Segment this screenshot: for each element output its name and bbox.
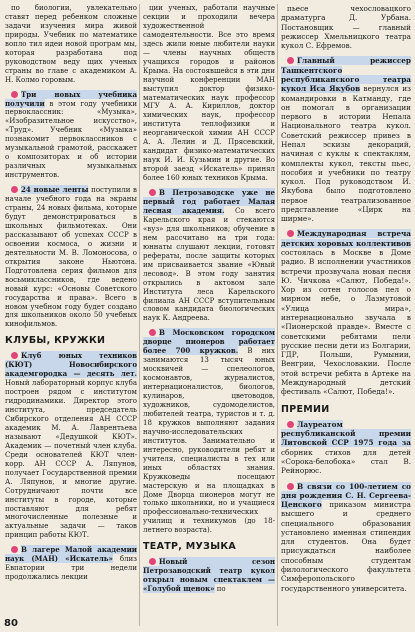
news-body: Новый лабораторный корпус клуба построен рядом с институтом гидродинамики. Директор этого института, председатель Сибирского отделения АН СССР академик М. А. Лаврентьева называют «Дедушкой КЮТ». Академик — почетный член клуба. Среди основателей КЮТ член-корр. АН СССР А. Ляпунов, получает Государственной премии А. Ляпунов, и многие другие. Сотрудничают почти все институты в городе, которые поставляют для ребят многочисленные полезные и актуальные задачи — таков принцип работы КЮТ. <box>5 379 137 540</box>
news-item <box>143 189 275 323</box>
section-heading: КЛУБЫ, КРУЖКИ <box>5 335 106 347</box>
bullet-icon <box>287 483 294 490</box>
news-item <box>281 229 411 396</box>
bullet-icon <box>287 421 294 428</box>
page-number: 80 <box>4 618 18 629</box>
bullet-icon <box>11 186 18 193</box>
news-body: вернулся из командировки в Катманду, где он помогал в организации первого в истории Непала Национального театра кукол. Советский режиссер привез в Непал эскизы декораций, начиная с куклы к спектаклям, комплекты кукол, тексты пьес, пособия и учебники по театру кукол. Под руководством И. Якубова было подготовлено первое театрализованное представление «Цирк на ширме». <box>281 84 411 224</box>
news-lead: Три новых учебника получили <box>5 89 137 108</box>
column-2 <box>143 4 275 594</box>
section-heading: ТЕАТР, МУЗЫКА <box>143 541 237 553</box>
news-body: Со всего Карельского края и стекаются «вуз» для школьников; обучение в нем рассчитано на три года: юннаты слушают лекции, готовят рефераты, после защиты которых им присваивается звание «Юный лесовод». В этом году занятия открылись в актовом зале Института леса Карельского филиала АН СССР вступительным словом кандидата биологических наук К. Андреева. <box>143 206 275 323</box>
news-item <box>5 546 137 582</box>
bullet-icon <box>11 352 18 359</box>
news-lead: Новый сезон Петрозаводский театр кукол открыл новым спектаклем — «Голубой щенок» <box>143 557 275 594</box>
news-body: сборник стихов для детей «Сорока-белобока» стал В. Рейнорюс. <box>281 447 411 476</box>
intro-paragraph: по биологии, увлекательно ставят перед ребенком сложные задачи изучения мира живой природы. Учебник по математике вопло тил идеи новой програм мы, которая разработана под руководством веду щих ученых страны во главе с академиком А. Н. Колмо горовым. <box>5 4 137 84</box>
news-lead: Лауреатом республиканской премии Литовской ССР 1975 года за <box>281 419 411 448</box>
bullet-icon <box>149 558 156 565</box>
column-3 <box>281 4 411 593</box>
news-lead: В Петрозаводске уже не первый год работает Малая лесная академия. <box>143 188 275 215</box>
news-item <box>281 56 411 223</box>
news-lead: Клуб юных техников (КЮТ) Новосибирского академгородка — десять лет. <box>5 351 137 379</box>
column-rule <box>139 4 140 626</box>
bullet-icon <box>149 189 156 196</box>
column-1 <box>5 4 137 582</box>
news-body: В них занимаются 13 тысяч юных москвичей — спелеологов, космонавтов, журналистов, интернационалистов, биологов, кулинаров, цветоводов, художников, судомоделистов, любителей театра, туристов и т. д. 18 кружков выполняют задания научно-исследовательских институтов. Занимательно и интересно, руководители ребят и учителя, специалисты в тех или иных областях знания. Кружковеды посещают мастерскую и на площадках в Доме Дворца пионеров могут не только школьники, но и учащиеся профессионально-технических училищ и техникумов (до 18-летнего возраста). <box>143 347 275 535</box>
news-item <box>5 186 137 329</box>
bullet-icon <box>11 546 18 553</box>
intro-paragraph: пьесе чехословацкого драматурга Д. Урбана. Постановщик — главный режиссер Хмельницкого театра кукол С. Ефремов. <box>281 4 411 51</box>
bullet-icon <box>149 329 156 336</box>
news-body: по <box>216 585 226 594</box>
section-heading: ПРЕМИИ <box>281 403 330 415</box>
bullet-icon <box>287 57 294 64</box>
news-lead: В Московском городском дворце пионеров работает более 700 кружков. <box>143 328 275 356</box>
news-body: состоялась в Москве в Доме радио. В исполнении участников встречи прозвучала новая песня Ю. Чичкова «Салют, Победа!». Хор из сотен голосов пел о мирном небе, о Лазмутовой «Улица мира», интернационально звучала в «Пионерской правде». Вместе с советскими ребятами пели русские песни дети из Болгарии, ГДР, Польши, Румынии, Венгрии, Чехословакии. После этой встречи ребята в Артеке на Международный детский фестиваль «Салют, Победа!». <box>281 248 411 397</box>
bullet-icon <box>11 91 18 98</box>
news-item <box>5 91 137 181</box>
news-item <box>281 420 411 476</box>
news-lead: В лагере Малой академии наук (МАН) «Искатель» <box>5 545 137 564</box>
news-lead: Главный режиссер Ташкентского республиканского театра кукол Иса Якубов <box>281 56 411 94</box>
news-body: приказом министра высшего и среднего специального образования установлено именная стипендия для студентов. Она будет присуждаться наиболее способным студентам филологического факультета Симферопольского государственного университета. <box>281 500 411 593</box>
news-item <box>143 558 275 594</box>
news-item <box>143 329 275 535</box>
intro-paragraph: ции ученых, работали научные секции и проходили вечера художественной самодеятельности. Все это время здесь жили юные любители науки — члены научных обществ учащихся городов и районов Крыма. На состоявшейся в эти дни научной конференции МАН выступил доктор физико-математических наук профессор МГУ А. А. Кириллов, доктор химических наук, профессор института теплофизики и неорганической химии АН СССР А. А. Лелин и Д. Прясевский, кандидат физико-математических наук И. И. Кузьмин и другие. Во второй заезд «Искатель» принял более 160 юных техников Крыма. <box>143 4 275 183</box>
news-body: близ Евпатории три недели продолжались лекции <box>5 555 137 582</box>
column-rule <box>277 4 278 626</box>
news-lead: 24 новые ленты <box>21 185 89 195</box>
news-body: поступили в начале учебного года на экраны страны, 24 новых фильма, которые будут демонстрироваться в школьных фильмотеках. Они рассказывают об успехах СССР в освоении космоса, о жизни и деятельности М. В. Ломоносова, о открытия законе Ньютона. Подготовлена серия фильмов для восьмиклассников, где ведено новый курс: «Основы Советского государства и права». Всего в новом учебном году будет создано для школьников около 50 учебных кинофильмов. <box>5 186 137 329</box>
news-lead: В связи со 100-летием со дня рождения С. Н. Сергеева-Ценского <box>281 481 411 510</box>
news-item <box>281 482 411 593</box>
news-item <box>5 352 137 540</box>
news-lead: Международная встреча детских хоровых коллективов <box>281 229 411 248</box>
news-body: в этом году учебники первоклассник: «Музыка», «Изобразительное искусство», «Труд». Учебник «Музыка» познакомит первоклассников с музыкальной грамотой, расскажет о композиторах и об истории различных музыкальных инструментов. <box>5 99 137 180</box>
bullet-icon <box>287 230 294 237</box>
